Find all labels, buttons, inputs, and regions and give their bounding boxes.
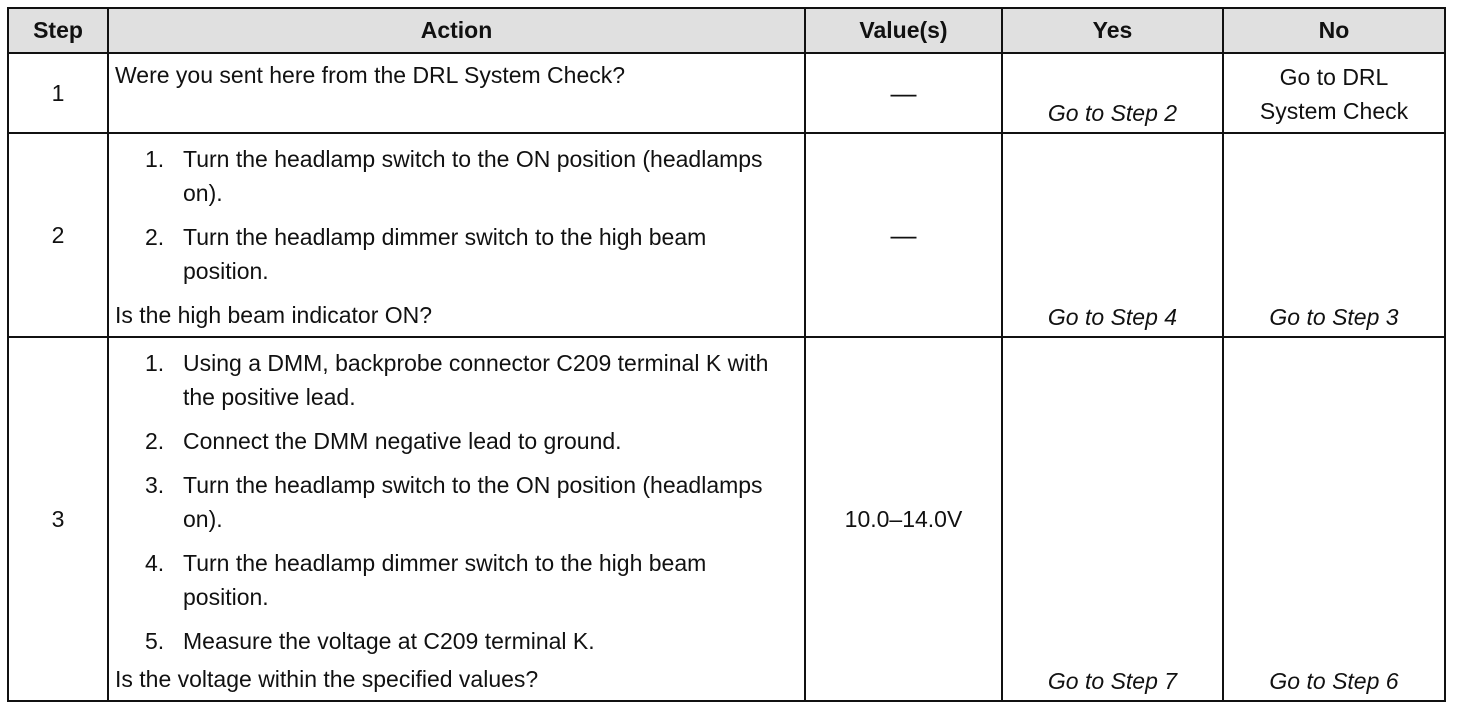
step-number: 2 [8,133,108,337]
action-cell [108,53,805,133]
step-number: 1 [8,53,108,133]
no-link[interactable]: Go to Step 3 [1269,304,1399,330]
step-index: 1. [145,146,165,172]
action-step [115,546,794,614]
header-yes: Yes [1002,8,1223,53]
step-index: 2. [145,428,165,454]
step-index: 3. [145,472,165,498]
step-text: Turn the headlamp switch to the ON position (headlamps on). [183,146,763,206]
value-cell: — [805,133,1002,337]
yes-cell [1002,337,1223,701]
yes-link[interactable]: Go to Step 7 [1047,668,1178,694]
yes-cell [1002,133,1223,337]
step-text: Measure the voltage at C209 terminal K. [183,628,595,654]
action-step [115,468,794,536]
no-link-line2[interactable]: System Check [1259,98,1409,124]
no-link-line1[interactable]: Go to DRL [1279,64,1389,90]
step-text: Using a DMM, backprobe connector C209 terminal K with the positive lead. [183,350,769,410]
step-index: 5. [145,628,165,654]
step-text: Connect the DMM negative lead to ground. [183,428,622,454]
no-cell [1223,53,1445,133]
step-index: 1. [145,350,165,376]
step-text: Turn the headlamp dimmer switch to the high beam position. [183,550,707,610]
header-no: No [1223,8,1445,53]
step-text: Turn the headlamp switch to the ON position (headlamps on). [183,472,763,532]
diagnostic-table [7,7,1446,702]
header-step: Step [8,8,108,53]
value-cell: 10.0–14.0V [805,337,1002,701]
step-text: Turn the headlamp dimmer switch to the high beam position. [183,224,707,284]
yes-link[interactable]: Go to Step 2 [1047,100,1178,126]
table-row [8,133,1445,337]
action-question: Is the high beam indicator ON? [115,302,433,328]
action-cell [108,133,805,337]
no-cell [1223,337,1445,701]
action-step [115,624,794,658]
yes-link[interactable]: Go to Step 4 [1047,304,1178,330]
no-link[interactable]: Go to Step 6 [1269,668,1399,694]
step-index: 4. [145,550,165,576]
step-index: 2. [145,224,165,250]
table-row [8,53,1445,133]
no-cell [1223,133,1445,337]
action-cell [108,337,805,701]
table-row [8,337,1445,701]
action-question: Is the voltage within the specified values? [115,666,539,692]
action-step [115,220,794,288]
step-number: 3 [8,337,108,701]
header-values: Value(s) [805,8,1002,53]
yes-cell [1002,53,1223,133]
action-question: Were you sent here from the DRL System Check? [115,62,626,88]
header-action: Action [108,8,805,53]
action-step [115,424,794,458]
action-step [115,346,794,414]
header-row [8,8,1445,53]
value-cell: — [805,53,1002,133]
action-step [115,142,794,210]
